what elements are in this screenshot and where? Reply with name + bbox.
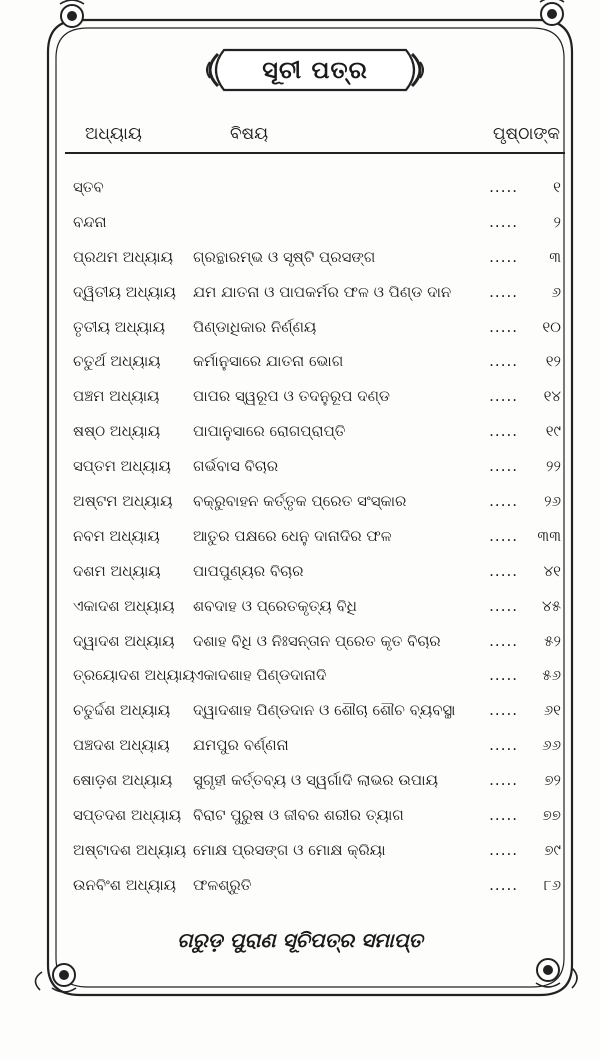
page-number: ୪୫	[542, 596, 561, 615]
subject-label: ଯମ ଯାତନା ଓ ପାପକର୍ମର ଫଳ ଓ ପିଣ୍ଡ ଦାନ	[193, 282, 452, 301]
chapter-label: ନବମ ଅଧ୍ୟାୟ	[73, 526, 160, 545]
subject-label: ଦଶାହ ବିଧି ଓ ନିଃସନ୍ତାନ ପ୍ରେତ କୃତ ବିଚାର	[193, 631, 441, 650]
list-item	[73, 346, 563, 381]
subject-label: ପିଣ୍ଡାଧିକାର ନିର୍ଣ୍ଣୟ	[193, 317, 317, 336]
subject-label: ବକ୍ରୁବାହନ କର୍ତ୍ତୃକ ପ୍ରେତ ସଂସ୍କାର	[193, 492, 407, 511]
leader-dots: .....	[489, 352, 518, 371]
list-item	[73, 172, 563, 207]
chapter-label: ବନ୍ଦନା	[73, 212, 107, 231]
page-number: ୧	[553, 178, 561, 196]
chapter-label: ସପ୍ତଦଶ ଅଧ୍ୟାୟ	[73, 806, 182, 825]
page-number: ୮୬	[543, 875, 561, 894]
leader-dots: .....	[489, 875, 518, 894]
subject-label: ଆତୁର ପକ୍ଷରେ ଧେନୁ ଦାନାଦିର ଫଳ	[193, 526, 392, 545]
leader-dots: .....	[489, 771, 518, 790]
chapter-label: ଚତୁର୍ଦ୍ଦଶ ଅଧ୍ୟାୟ	[73, 701, 171, 720]
chapter-label: ଏକାଦଶ ଅଧ୍ୟାୟ	[73, 596, 175, 615]
page-number: ୪୧	[543, 561, 561, 580]
subject-label: ଶବଦାହ ଓ ପ୍ରେତକୃତ୍ୟ ବିଧି	[193, 596, 357, 615]
list-item	[73, 730, 563, 765]
chapter-label: ଦ୍ୱିତୀୟ ଅଧ୍ୟାୟ	[73, 282, 176, 301]
title-banner	[200, 44, 430, 96]
page-number: ୩	[549, 247, 561, 266]
chapter-label: ଅଷ୍ଟାଦଶ ଅଧ୍ୟାୟ	[73, 840, 187, 859]
leader-dots: .....	[489, 701, 518, 720]
subject-label: ଗ୍ରନ୍ଥାରମ୍ଭ ଓ ସୃଷ୍ଟି ପ୍ରସଙ୍ଗ	[193, 247, 376, 266]
leader-dots: .....	[489, 492, 518, 511]
list-item	[73, 765, 563, 800]
header-page: ପୃଷ୍ଠାଙ୍କ	[492, 124, 560, 144]
page-number: ୨୨	[546, 457, 561, 476]
header-subject: ବିଷୟ	[230, 124, 269, 144]
chapter-label: ସପ୍ତମ ଅଧ୍ୟାୟ	[73, 457, 171, 476]
leader-dots: .....	[489, 596, 518, 615]
chapter-label: ଦ୍ୱାଦଶ ଅଧ୍ୟାୟ	[73, 631, 175, 650]
list-item	[73, 626, 563, 661]
page-number: ୭୭	[542, 806, 561, 825]
subject-label: ମୋକ୍ଷ ପ୍ରସଙ୍ଗ ଓ ମୋକ୍ଷ କ୍ରିୟା	[193, 840, 386, 859]
header-chapter: ଅଧ୍ୟାୟ	[85, 124, 142, 144]
chapter-label: ଷୋଡ଼ଶ ଅଧ୍ୟାୟ	[73, 771, 173, 790]
leader-dots: .....	[489, 806, 518, 825]
chapter-label: ତ୍ରୟୋଦଶ ଅଧ୍ୟାୟ	[73, 666, 195, 685]
page-number: ୬୧	[543, 701, 561, 720]
list-item	[73, 800, 563, 835]
subject-label: ପାପପୁଣ୍ୟର ବିଚାର	[193, 561, 304, 580]
list-item	[73, 870, 563, 905]
list-item	[73, 416, 563, 451]
page-number: ୫୬	[542, 666, 561, 685]
chapter-label: ପଞ୍ଚଦଶ ଅଧ୍ୟାୟ	[73, 736, 170, 755]
page-number: ୭୯	[544, 840, 561, 859]
leader-dots: .....	[489, 247, 518, 266]
list-item	[73, 277, 563, 312]
footer-text: ଗରୁଡ଼ ପୁରାଣ ସୂଚିପତ୍ର ସମାପ୍ତ	[177, 928, 423, 952]
page-number: ୧୯	[545, 422, 561, 441]
leader-dots: .....	[489, 212, 518, 231]
chapter-label: ସ୍ତବ	[73, 178, 104, 196]
subject-label: ପାପାନୁସାରେ ରୋଗପ୍ରାପ୍ତି	[193, 422, 346, 441]
chapter-label: ପ୍ରଥମ ଅଧ୍ୟାୟ	[73, 247, 173, 266]
list-item	[73, 591, 563, 626]
page-number: ୨୬	[544, 492, 561, 511]
chapter-label: ଚତୁର୍ଥ ଅଧ୍ୟାୟ	[73, 352, 161, 371]
subject-label: ପାପର ସ୍ୱରୂପ ଓ ତଦନୁରୂପ ଦଣ୍ଡ	[193, 387, 391, 406]
page-title: ସୂଚୀ ପତ୍ର	[262, 56, 368, 84]
chapter-label: ପଞ୍ଚମ ଅଧ୍ୟାୟ	[73, 387, 160, 406]
subject-label: ଦ୍ୱାଦଶାହ ପିଣ୍ଡଦାନ ଓ ଶୌଚା ଶୌଚ ବ୍ୟବସ୍ଥା	[193, 701, 456, 720]
chapter-label: ଦଶମ ଅଧ୍ୟାୟ	[73, 561, 161, 580]
leader-dots: .....	[489, 282, 518, 301]
list-item	[73, 207, 563, 242]
list-item	[73, 312, 563, 347]
subject-label: ଗର୍ଭବାସ ବିଚାର	[193, 457, 279, 476]
leader-dots: .....	[489, 387, 518, 406]
leader-dots: .....	[489, 457, 518, 476]
page-number: ୭୨	[544, 771, 561, 790]
leader-dots: .....	[489, 666, 518, 685]
subject-label: ଯମପୁର ବର୍ଣ୍ଣନା	[193, 736, 289, 755]
subject-label: ଏକାଦଶାହ ପିଣ୍ଡଦାନାଦି	[193, 666, 327, 685]
list-item	[73, 486, 563, 521]
leader-dots: .....	[489, 840, 518, 859]
table-header	[65, 118, 565, 154]
subject-label: ଫଳଶ୍ରୁତି	[193, 875, 252, 894]
chapter-label: ଷଷ୍ଠ ଅଧ୍ୟାୟ	[73, 422, 161, 441]
leader-dots: .....	[489, 736, 518, 755]
list-item	[73, 381, 563, 416]
chapter-label: ତୃତୀୟ ଅଧ୍ୟାୟ	[73, 317, 165, 336]
list-item	[73, 660, 563, 695]
page-number: ୧୦	[542, 317, 561, 336]
list-item	[73, 835, 563, 870]
leader-dots: .....	[489, 422, 518, 441]
leader-dots: .....	[489, 526, 518, 545]
leader-dots: .....	[489, 631, 518, 650]
list-item	[73, 695, 563, 730]
page-number: ୩୩	[537, 526, 561, 545]
subject-label: ସୁଗୃହୀ କର୍ତ୍ତବ୍ୟ ଓ ସ୍ୱର୍ଗାଦି ଲାଭର ଉପାୟ	[193, 771, 438, 790]
list-item	[73, 556, 563, 591]
chapter-label: ଅଷ୍ଟମ ଅଧ୍ୟାୟ	[73, 492, 173, 511]
leader-dots: .....	[489, 317, 518, 336]
list-item	[73, 521, 563, 556]
page-number: ୫୨	[544, 631, 561, 650]
list-item	[73, 451, 563, 486]
page-number: ୧୨	[545, 352, 561, 371]
leader-dots: .....	[489, 561, 518, 580]
contents-list	[73, 172, 563, 905]
page-number: ୧୪	[543, 387, 561, 406]
list-item	[73, 242, 563, 277]
page-number: ୬	[551, 282, 561, 301]
page-number: ୨	[553, 212, 561, 231]
subject-label: କର୍ମାନୁସାରେ ଯାତନା ଭୋଗ	[193, 352, 344, 371]
leader-dots: .....	[489, 178, 518, 196]
chapter-label: ଉନବିଂଶ ଅଧ୍ୟାୟ	[73, 875, 177, 894]
page-number: ୬୬	[542, 736, 561, 755]
subject-label: ବିରାଟ ପୁରୁଷ ଓ ଜୀବର ଶରୀର ତ୍ୟାଗ	[193, 806, 404, 825]
